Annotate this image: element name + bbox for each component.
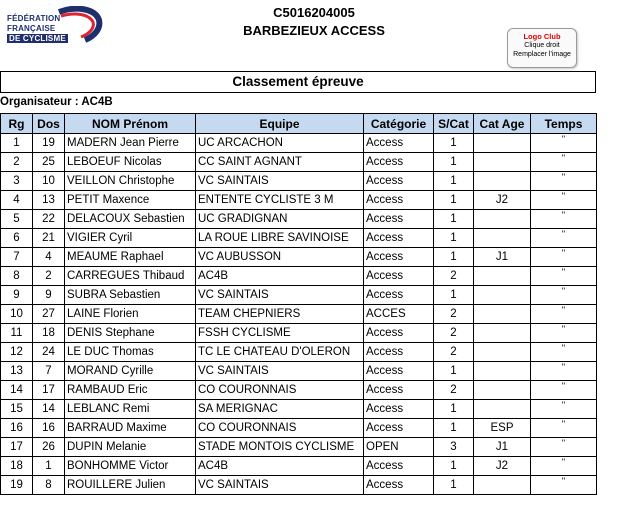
table-row — [1, 324, 597, 343]
cell-scat: 1 — [434, 286, 474, 305]
cell-categorie: Access — [364, 210, 434, 229]
cell-scat: 2 — [434, 324, 474, 343]
cell-categorie: Access — [364, 153, 434, 172]
cell-scat: 1 — [434, 419, 474, 438]
cell-cat-age — [474, 476, 531, 495]
cell-categorie: ACCES — [364, 305, 434, 324]
cell-dos: 19 — [33, 134, 65, 153]
cell-equipe: AC4B — [196, 457, 364, 476]
cell-cat-age — [474, 286, 531, 305]
cell-temps: " — [531, 267, 597, 286]
cell-nom: LEBOEUF Nicolas — [65, 153, 196, 172]
cell-temps: " — [531, 324, 597, 343]
table-row — [1, 362, 597, 381]
cell-rg: 3 — [1, 172, 33, 191]
cell-scat: 1 — [434, 248, 474, 267]
table-row — [1, 457, 597, 476]
ffc-logo-line1: FÉDÉRATION — [7, 14, 61, 23]
cell-dos: 24 — [33, 343, 65, 362]
table-row — [1, 400, 597, 419]
table-header-row — [1, 114, 597, 134]
cell-categorie: Access — [364, 229, 434, 248]
results-body — [1, 134, 597, 495]
cell-equipe: UC GRADIGNAN — [196, 210, 364, 229]
cell-nom: SUBRA Sebastien — [65, 286, 196, 305]
cell-rg: 13 — [1, 362, 33, 381]
cell-cat-age — [474, 172, 531, 191]
cell-temps: " — [531, 172, 597, 191]
cell-equipe: LA ROUE LIBRE SAVINOISE — [196, 229, 364, 248]
cell-rg: 15 — [1, 400, 33, 419]
cell-equipe: VC SAINTAIS — [196, 362, 364, 381]
cell-cat-age — [474, 210, 531, 229]
cell-rg: 14 — [1, 381, 33, 400]
cell-cat-age — [474, 381, 531, 400]
cell-temps: " — [531, 229, 597, 248]
cell-temps: " — [531, 400, 597, 419]
table-row — [1, 191, 597, 210]
cell-nom: LAINE Florien — [65, 305, 196, 324]
cell-temps: " — [531, 305, 597, 324]
cell-categorie: Access — [364, 457, 434, 476]
cell-scat: 3 — [434, 438, 474, 457]
cell-dos: 8 — [33, 476, 65, 495]
cell-cat-age — [474, 324, 531, 343]
cell-categorie: Access — [364, 324, 434, 343]
header-cat-age: Cat Age — [474, 114, 531, 134]
cell-scat: 2 — [434, 343, 474, 362]
cell-categorie: Access — [364, 191, 434, 210]
cell-equipe: CO COURONNAIS — [196, 381, 364, 400]
table-row — [1, 476, 597, 495]
cell-categorie: Access — [364, 267, 434, 286]
table-row — [1, 305, 597, 324]
cell-equipe: CC SAINT AGNANT — [196, 153, 364, 172]
cell-categorie: Access — [364, 362, 434, 381]
cell-temps: " — [531, 286, 597, 305]
cell-scat: 1 — [434, 229, 474, 248]
table-row — [1, 419, 597, 438]
cell-scat: 2 — [434, 305, 474, 324]
table-row — [1, 248, 597, 267]
cell-rg: 1 — [1, 134, 33, 153]
cell-dos: 16 — [33, 419, 65, 438]
cell-scat: 1 — [434, 400, 474, 419]
cell-nom: MADERN Jean Pierre — [65, 134, 196, 153]
table-row — [1, 286, 597, 305]
cell-dos: 10 — [33, 172, 65, 191]
cell-temps: " — [531, 191, 597, 210]
cell-dos: 25 — [33, 153, 65, 172]
cell-nom: MORAND Cyrille — [65, 362, 196, 381]
cell-nom: DELACOUX Sebastien — [65, 210, 196, 229]
cell-temps: " — [531, 362, 597, 381]
cell-scat: 1 — [434, 457, 474, 476]
table-row — [1, 438, 597, 457]
cell-dos: 22 — [33, 210, 65, 229]
logo-club-placeholder[interactable] — [507, 28, 577, 68]
cell-cat-age — [474, 267, 531, 286]
cell-categorie: Access — [364, 381, 434, 400]
cell-categorie: Access — [364, 286, 434, 305]
cell-cat-age: J2 — [474, 457, 531, 476]
cell-nom: LEBLANC Remi — [65, 400, 196, 419]
cell-cat-age — [474, 229, 531, 248]
cell-cat-age — [474, 305, 531, 324]
cell-categorie: OPEN — [364, 438, 434, 457]
cell-temps: " — [531, 419, 597, 438]
cell-rg: 7 — [1, 248, 33, 267]
table-row — [1, 153, 597, 172]
cell-temps: " — [531, 457, 597, 476]
cell-nom: VIGIER Cyril — [65, 229, 196, 248]
logo-club-line1: Clique droit — [524, 42, 560, 49]
ffc-logo-line3: DE CYCLISME — [9, 34, 66, 43]
cell-equipe: FSSH CYCLISME — [196, 324, 364, 343]
event-title: BARBEZIEUX ACCESS — [243, 23, 385, 38]
cell-dos: 2 — [33, 267, 65, 286]
cell-dos: 27 — [33, 305, 65, 324]
cell-rg: 17 — [1, 438, 33, 457]
table-row — [1, 172, 597, 191]
cell-dos: 7 — [33, 362, 65, 381]
cell-nom: RAMBAUD Eric — [65, 381, 196, 400]
cell-cat-age: J2 — [474, 191, 531, 210]
cell-dos: 9 — [33, 286, 65, 305]
cell-cat-age: J1 — [474, 438, 531, 457]
cell-cat-age — [474, 343, 531, 362]
cell-scat: 1 — [434, 153, 474, 172]
cell-dos: 1 — [33, 457, 65, 476]
cell-rg: 2 — [1, 153, 33, 172]
cell-scat: 1 — [434, 210, 474, 229]
cell-categorie: Access — [364, 343, 434, 362]
table-row — [1, 381, 597, 400]
header-scat: S/Cat — [434, 114, 474, 134]
header-equipe: Equipe — [196, 114, 364, 134]
cell-rg: 12 — [1, 343, 33, 362]
cell-dos: 26 — [33, 438, 65, 457]
cell-nom: DENIS Stephane — [65, 324, 196, 343]
cell-equipe: TEAM CHEPNIERS — [196, 305, 364, 324]
cell-equipe: CO COURONNAIS — [196, 419, 364, 438]
ffc-logo-line2: FRANÇAISE — [7, 24, 56, 33]
cell-cat-age — [474, 153, 531, 172]
cell-scat: 1 — [434, 172, 474, 191]
cell-scat: 2 — [434, 381, 474, 400]
cell-cat-age — [474, 134, 531, 153]
cell-nom: VEILLON Christophe — [65, 172, 196, 191]
cell-temps: " — [531, 153, 597, 172]
cell-rg: 19 — [1, 476, 33, 495]
cell-cat-age: J1 — [474, 248, 531, 267]
cell-dos: 14 — [33, 400, 65, 419]
cell-nom: BARRAUD Maxime — [65, 419, 196, 438]
cell-rg: 4 — [1, 191, 33, 210]
table-row — [1, 229, 597, 248]
cell-categorie: Access — [364, 476, 434, 495]
cell-scat: 1 — [434, 362, 474, 381]
cell-categorie: Access — [364, 172, 434, 191]
cell-nom: DUPIN Melanie — [65, 438, 196, 457]
cell-temps: " — [531, 134, 597, 153]
logo-club-line2: Remplacer l'image — [513, 51, 571, 58]
cell-rg: 11 — [1, 324, 33, 343]
cell-equipe: VC SAINTAIS — [196, 172, 364, 191]
cell-scat: 1 — [434, 134, 474, 153]
cell-categorie: Access — [364, 419, 434, 438]
cell-rg: 16 — [1, 419, 33, 438]
cell-equipe: STADE MONTOIS CYCLISME — [196, 438, 364, 457]
cell-nom: CARREGUES Thibaud — [65, 267, 196, 286]
cell-rg: 10 — [1, 305, 33, 324]
header-nom: NOM Prénom — [65, 114, 196, 134]
cell-categorie: Access — [364, 400, 434, 419]
header-dos: Dos — [33, 114, 65, 134]
cell-cat-age — [474, 362, 531, 381]
header-temps: Temps — [531, 114, 597, 134]
cell-nom: BONHOMME Victor — [65, 457, 196, 476]
table-row — [1, 210, 597, 229]
cell-equipe: ENTENTE CYCLISTE 3 M — [196, 191, 364, 210]
header-rg: Rg — [1, 114, 33, 134]
cell-nom: PETIT Maxence — [65, 191, 196, 210]
cell-rg: 5 — [1, 210, 33, 229]
results-table — [0, 113, 597, 495]
table-row — [1, 134, 597, 153]
logo-club-title: Logo Club — [523, 32, 561, 41]
cell-rg: 9 — [1, 286, 33, 305]
cell-equipe: VC SAINTAIS — [196, 476, 364, 495]
event-code: C5016204005 — [273, 5, 355, 20]
cell-rg: 18 — [1, 457, 33, 476]
cell-equipe: VC AUBUSSON — [196, 248, 364, 267]
cell-temps: " — [531, 343, 597, 362]
cell-categorie: Access — [364, 134, 434, 153]
cell-equipe: UC ARCACHON — [196, 134, 364, 153]
cell-scat: 1 — [434, 191, 474, 210]
cell-equipe: VC SAINTAIS — [196, 286, 364, 305]
cell-rg: 8 — [1, 267, 33, 286]
cell-scat: 1 — [434, 476, 474, 495]
cell-dos: 17 — [33, 381, 65, 400]
organisateur: Organisateur : AC4B — [0, 96, 113, 108]
cell-temps: " — [531, 210, 597, 229]
cell-rg: 6 — [1, 229, 33, 248]
cell-temps: " — [531, 381, 597, 400]
section-title: Classement épreuve — [0, 71, 596, 93]
cell-equipe: TC LE CHATEAU D'OLERON — [196, 343, 364, 362]
cell-scat: 2 — [434, 267, 474, 286]
cell-equipe: AC4B — [196, 267, 364, 286]
cell-temps: " — [531, 438, 597, 457]
cell-dos: 4 — [33, 248, 65, 267]
cell-nom: MEAUME Raphael — [65, 248, 196, 267]
cell-dos: 21 — [33, 229, 65, 248]
header-categorie: Catégorie — [364, 114, 434, 134]
table-row — [1, 343, 597, 362]
table-row — [1, 267, 597, 286]
cell-dos: 13 — [33, 191, 65, 210]
cell-equipe: SA MERIGNAC — [196, 400, 364, 419]
cell-nom: LE DUC Thomas — [65, 343, 196, 362]
cell-temps: " — [531, 476, 597, 495]
cell-temps: " — [531, 248, 597, 267]
cell-cat-age — [474, 400, 531, 419]
cell-dos: 18 — [33, 324, 65, 343]
cell-nom: ROUILLERE Julien — [65, 476, 196, 495]
cell-cat-age: ESP — [474, 419, 531, 438]
cell-categorie: Access — [364, 248, 434, 267]
